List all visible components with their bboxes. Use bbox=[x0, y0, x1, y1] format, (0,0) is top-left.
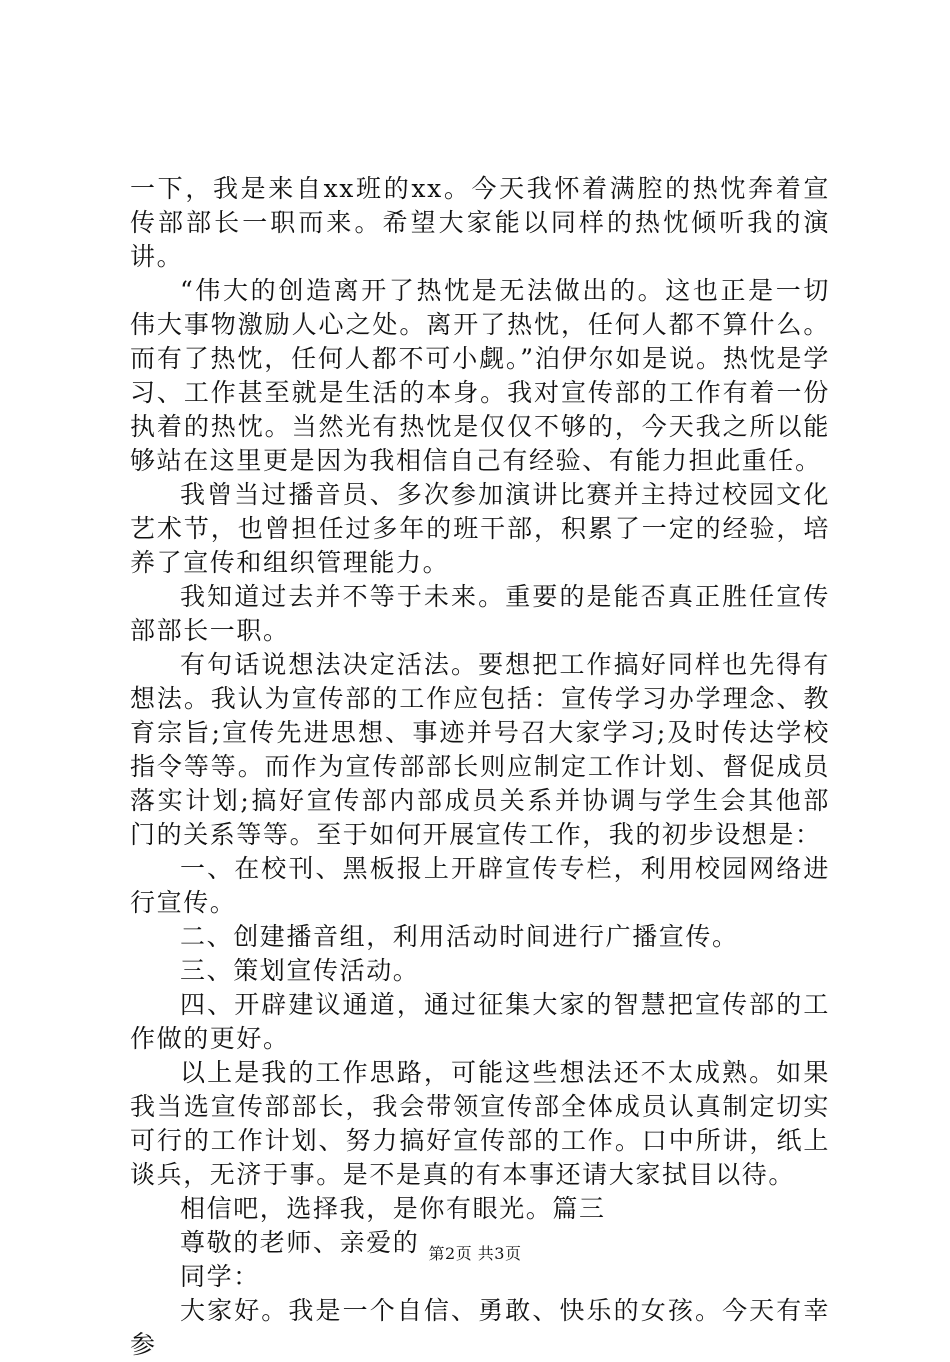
paragraph-11: 相信吧，选择我，是你有眼光。篇三 bbox=[180, 1194, 606, 1223]
paragraph-4: 我知道过去并不等于未来。重要的是能否真正胜任宣传部部长一职。 bbox=[130, 582, 830, 645]
document-body bbox=[130, 172, 830, 1362]
paragraph-8: 三、策划宣传活动。 bbox=[180, 956, 420, 985]
paragraph-1: 一下，我是来自xx班的xx。今天我怀着满腔的热忱奔着宣传部部长一职而来。希望大家能以同样的热忱倾听我的演讲。 bbox=[130, 174, 830, 271]
paragraph-9: 四、开辟建议通道，通过征集大家的智慧把宣传部的工作做的更好。 bbox=[130, 990, 830, 1053]
paragraph-2: “伟大的创造离开了热忱是无法做出的。这也正是一切伟大事物激励人心之处。离开了热忱，任何人都不算什么。而有了热忱，任何人都不可小觑。”泊伊尔如是说。热忱是学习、工作甚至就是生活的本身。我对宣传部的工作有着一份执着的热忱。当然光有热忱是仅仅不够的，今天我之所以能够站在这里更是因为我相信自己有经验、有能力担此重任。 bbox=[130, 276, 830, 475]
paragraph-5: 有句话说想法决定活法。要想把工作搞好同样也先得有想法。我认为宣传部的工作应包括：宣传学习办学理念、教育宗旨;宣传先进思想、事迹并号召大家学习;及时传达学校指令等等。而作为宣传部部长则应制定工作计划、督促成员落实计划;搞好宣传部内部成员关系并协调与学生会其他部门的关系等等。至于如何开展宣传工作，我的初步设想是： bbox=[130, 650, 830, 849]
paragraph-7: 二、创建播音组，利用活动时间进行广播宣传。 bbox=[180, 922, 739, 951]
page-footer: 第2页 共3页 bbox=[428, 1244, 522, 1263]
paragraph-14: 大家好。我是一个自信、勇敢、快乐的女孩。今天有幸参 bbox=[130, 1296, 830, 1359]
paragraph-13: 同学： bbox=[180, 1262, 260, 1291]
paragraph-10: 以上是我的工作思路，可能这些想法还不太成熟。如果我当选宣传部部长，我会带领宣传部全体成员认真制定切实可行的工作计划、努力搞好宣传部的工作。口中所讲，纸上谈兵，无济于事。是不是真的有本事还请大家拭目以待。 bbox=[130, 1058, 830, 1189]
paragraph-12: 尊敬的老师、亲爱的 bbox=[180, 1228, 420, 1257]
paragraph-6: 一、在校刊、黑板报上开辟宣传专栏，利用校园网络进行宣传。 bbox=[130, 854, 830, 917]
paragraph-3: 我曾当过播音员、多次参加演讲比赛并主持过校园文化艺术节，也曾担任过多年的班干部，积累了一定的经验，培养了宣传和组织管理能力。 bbox=[130, 480, 830, 577]
